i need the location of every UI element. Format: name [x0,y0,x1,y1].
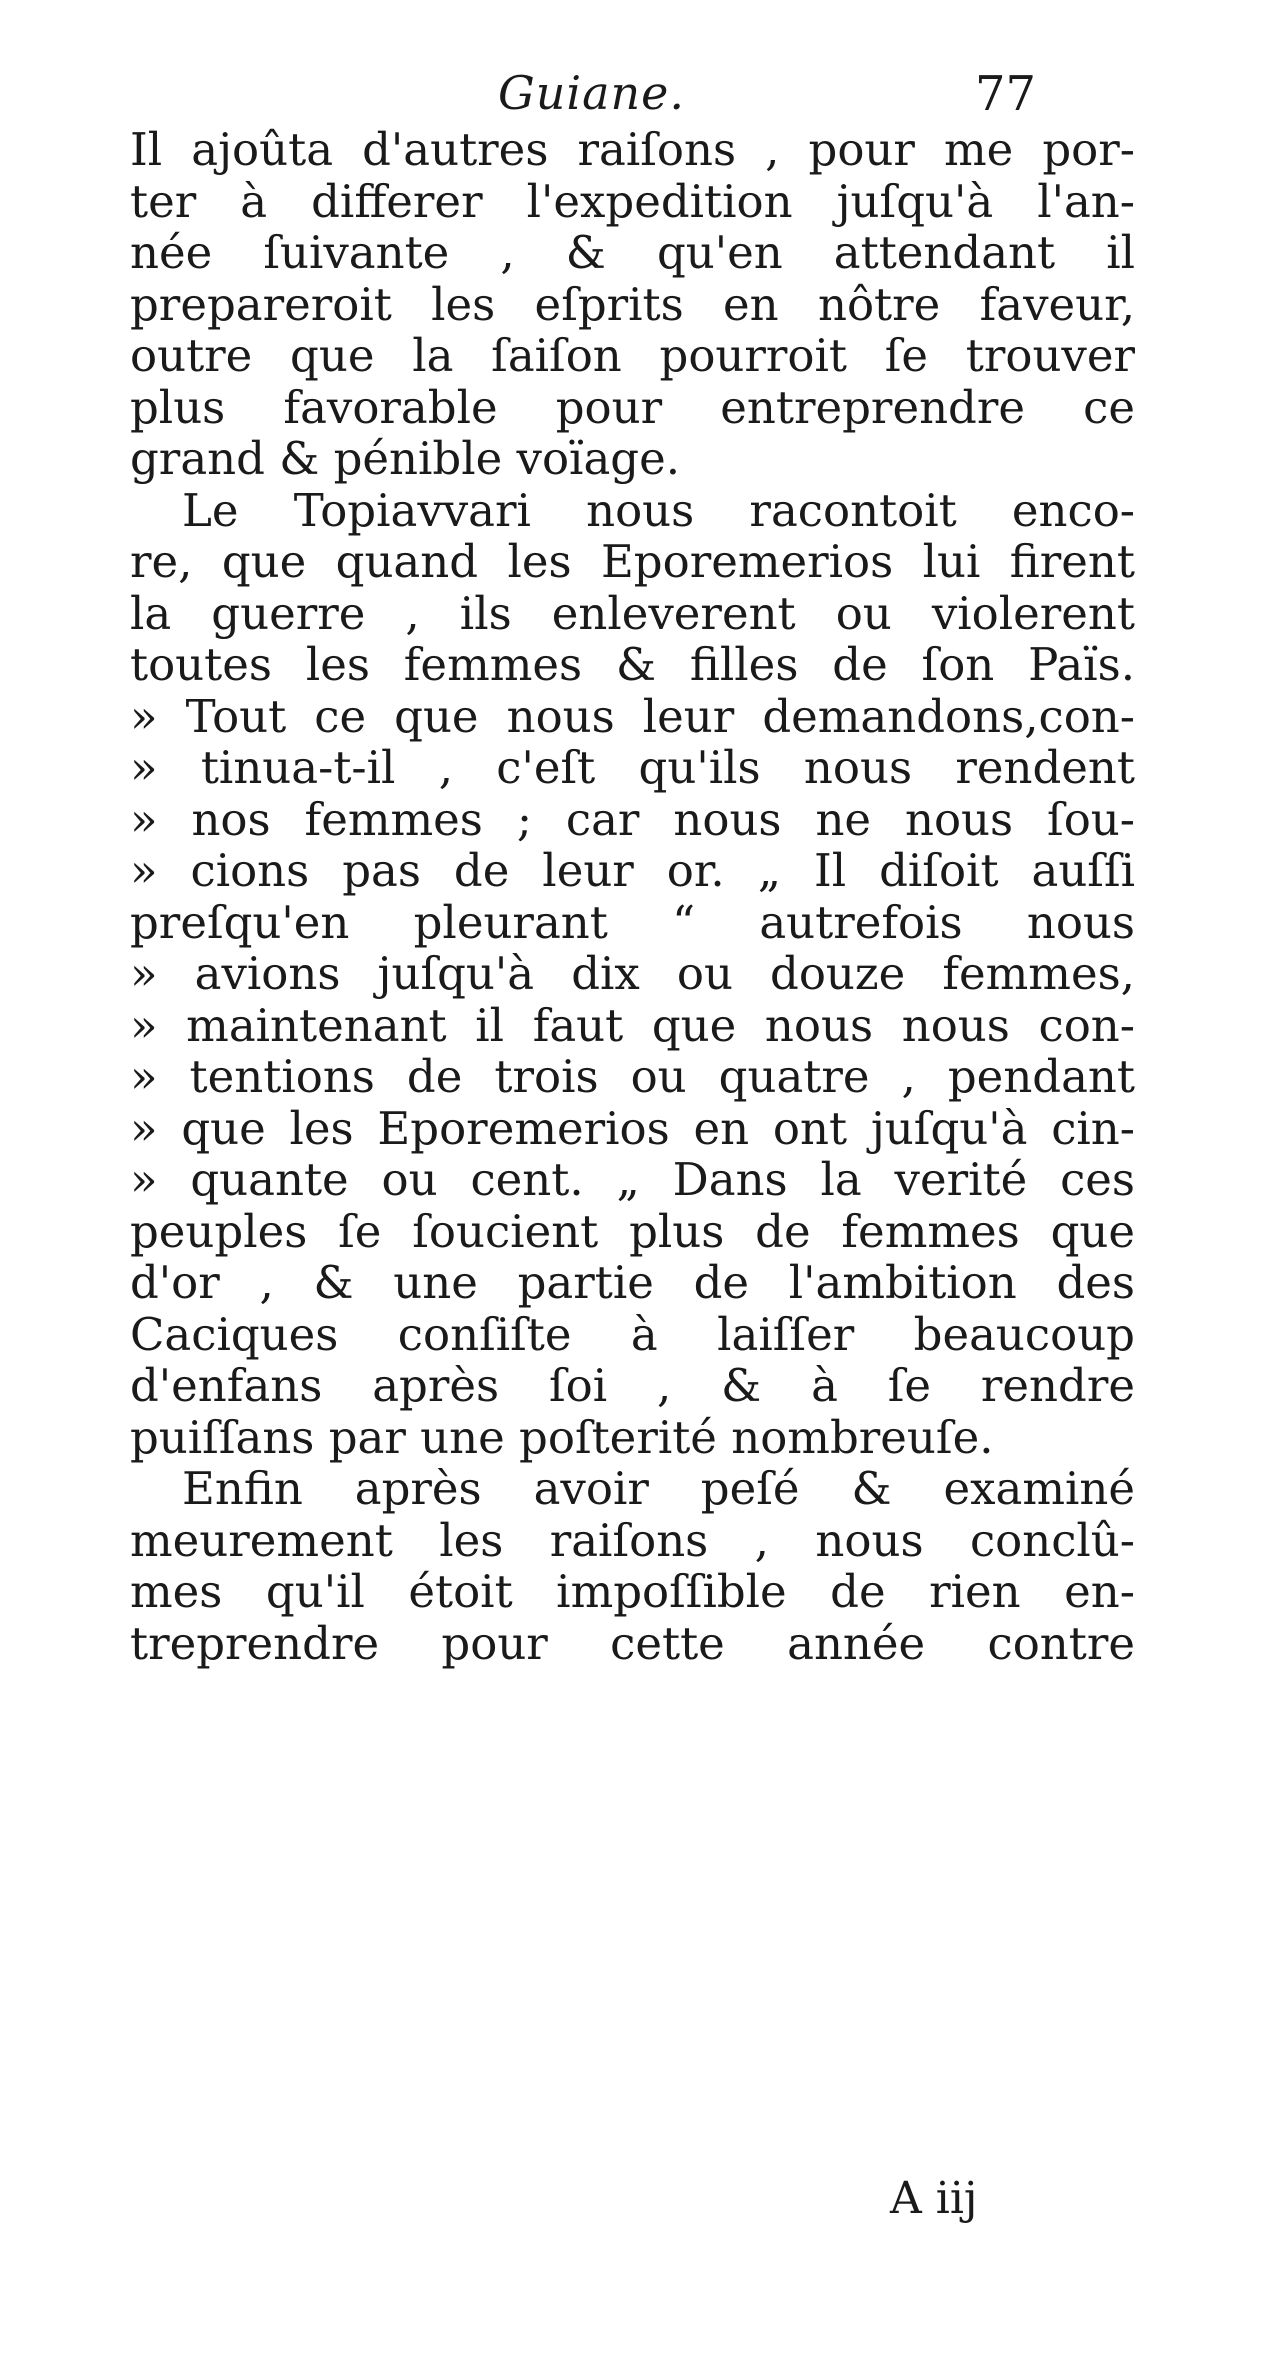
text-line: d'enfans après ſoi , & à ſe rendre [130,1359,1135,1412]
text-line: peuples ſe ſoucient plus de femmes que [130,1204,1135,1258]
text-line: » cions pas de leur or. „ Il diſoit auſſi [130,844,1135,897]
text-line: plus favorable pour entreprendre ce [130,380,1135,434]
body-text [130,124,1135,1669]
signature-mark: A iij [890,2173,978,2224]
text-line: » tentions de trois ou quatre , pendant [130,1050,1135,1103]
text-line: meurement les raiſons , nous conclû- [130,1513,1135,1567]
running-title: Guiane. [498,66,685,120]
text-line: d'or , & une partie de l'ambition des [130,1256,1135,1309]
text-line: re, que quand les Eporemerios lui firent [130,535,1135,588]
text-line: ter à differer l'expedition juſqu'à l'an- [130,174,1135,228]
text-line: mes qu'il étoit impoſſible de rien en- [130,1565,1135,1618]
page-number: 77 [975,66,1037,122]
text-line: » avions juſqu'à dix ou douze femmes, [130,947,1135,1000]
text-line: » tinua-t-il , c'eſt qu'ils nous rendent [130,741,1135,794]
text-line: née ſuivante , & qu'en attendant il [130,226,1135,279]
text-line: » maintenant il faut que nous nous con- [130,998,1135,1052]
text-line: toutes les femmes & filles de ſon Païs. [130,638,1135,691]
text-line: Il ajoûta d'autres raiſons , pour me por- [130,123,1135,176]
text-line: grand & pénible voïage. [130,432,681,485]
text-line: » que les Eporemerios en ont juſqu'à cin- [130,1101,1135,1155]
text-line: » nos femmes ; car nous ne nous ſou- [130,792,1135,846]
text-line: » quante ou cent. „ Dans la verité ces [130,1153,1135,1206]
text-line: Enfin après avoir peſé & examiné [182,1462,1135,1515]
text-line: preſqu'en pleurant “ autrefois nous [130,895,1135,949]
text-line: » Tout ce que nous leur demandons,con- [130,689,1135,743]
text-line: outre que la ſaiſon pourroit ſe trouver [130,329,1135,382]
text-line: prepareroit les eſprits en nôtre faveur, [130,277,1135,331]
text-line: puiſſans par une poſterité nombreuſe. [130,1410,994,1464]
text-line: Le Topiavvari nous racontoit enco- [182,483,1135,537]
text-line: treprendre pour cette année contre [130,1616,1135,1670]
text-line: la guerre , ils enleverent ou violerent [130,586,1135,640]
text-line: Caciques conſiſte à laiſſer beaucoup [130,1307,1135,1361]
